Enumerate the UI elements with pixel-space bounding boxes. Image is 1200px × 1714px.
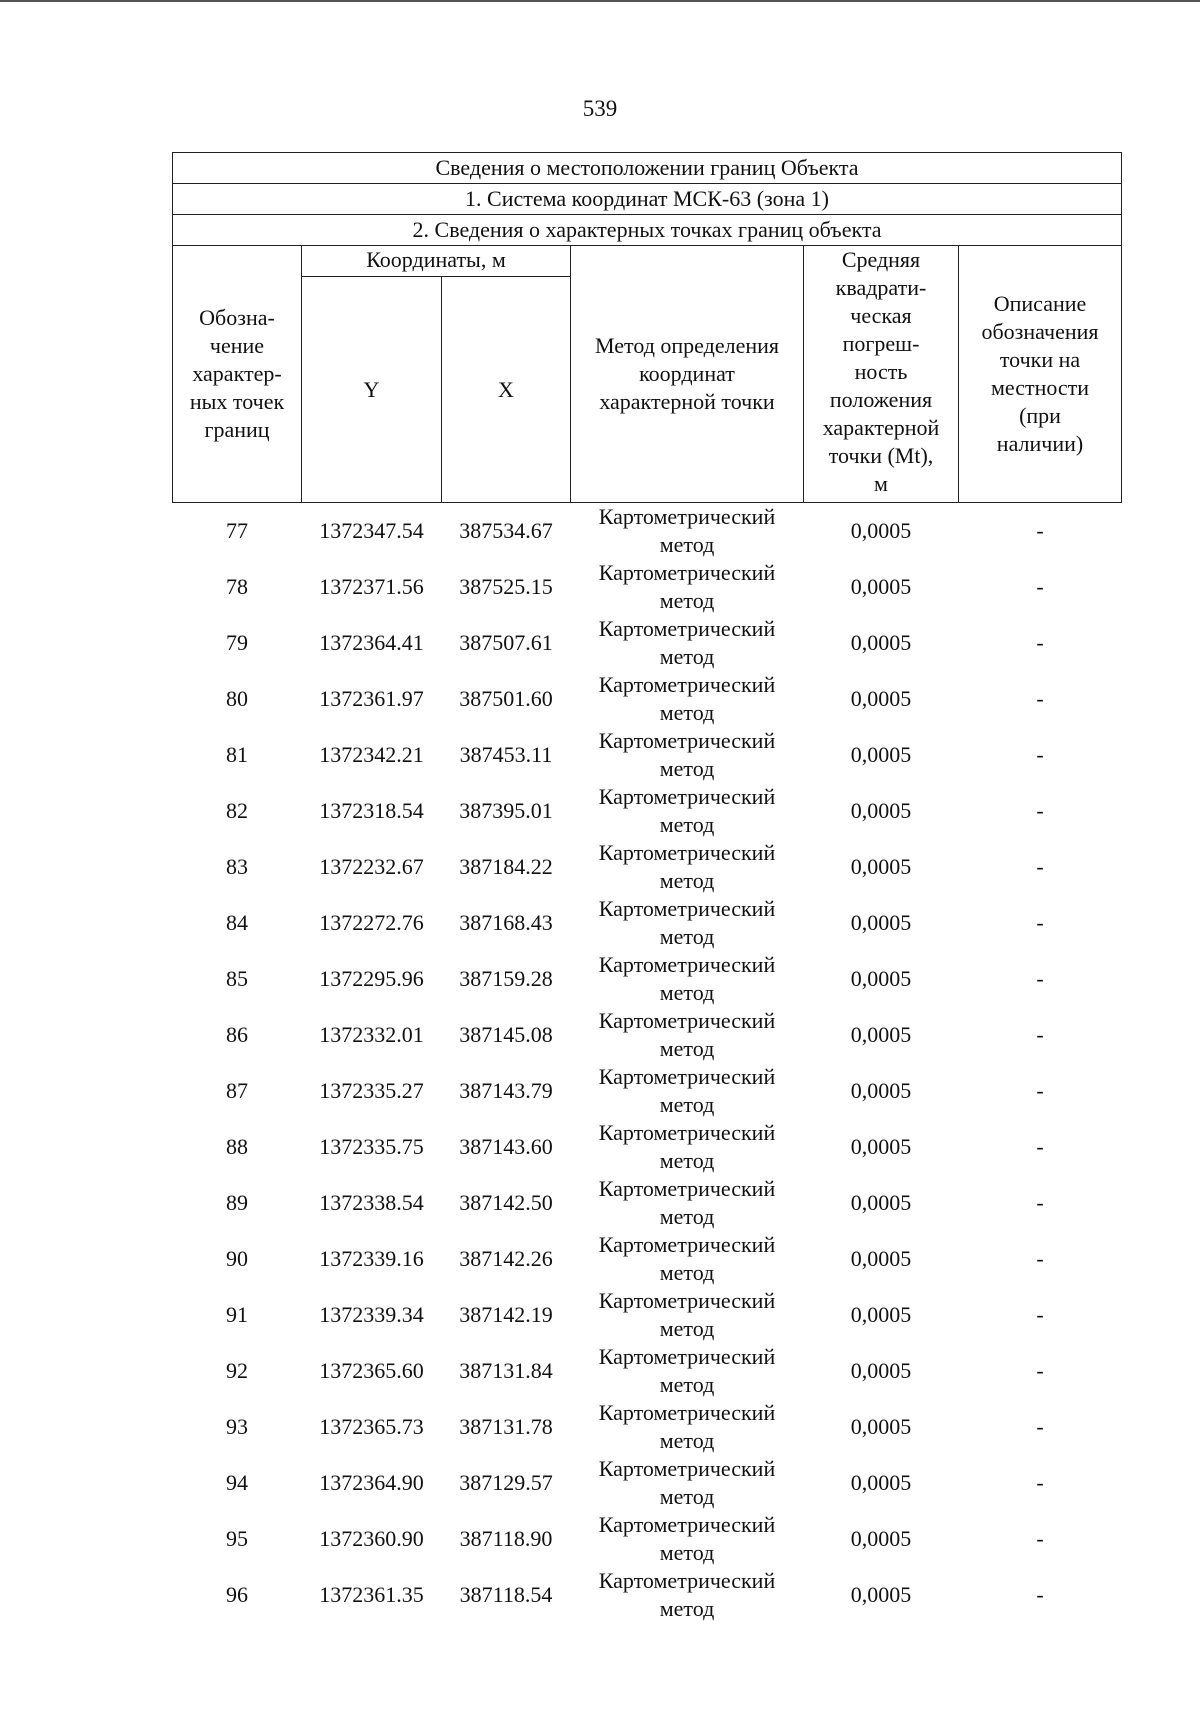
point-number: 86 [226, 1022, 248, 1047]
point-number: 95 [226, 1526, 248, 1551]
coord-y: 1372364.90 [319, 1470, 424, 1495]
table-row [173, 1119, 1122, 1175]
description: - [1036, 1022, 1044, 1047]
table-row [173, 671, 1122, 727]
point-number: 80 [226, 686, 248, 711]
description: - [1036, 1078, 1044, 1103]
coord-y: 1372335.27 [319, 1078, 424, 1103]
point-number: 82 [226, 798, 248, 823]
table-row [173, 951, 1122, 1007]
method-line-2: метод [659, 1540, 715, 1565]
coord-y: 1372364.41 [319, 630, 424, 655]
coord-y: 1372360.90 [319, 1526, 424, 1551]
coord-x: 387142.50 [459, 1190, 553, 1215]
point-number: 77 [226, 518, 248, 543]
scan-edge-line [0, 0, 1200, 2]
method-line-1: Картометрический [598, 1064, 776, 1089]
method-line-2: метод [659, 1596, 715, 1621]
table-row [173, 1175, 1122, 1231]
table-title: Сведения о местоположении границ Объекта [173, 153, 1122, 184]
method-line-1: Картометрический [598, 1008, 776, 1033]
method-line-2: метод [659, 644, 715, 669]
method-line-2: метод [659, 588, 715, 613]
mean-square-error: 0,0005 [850, 574, 912, 599]
method [571, 1287, 804, 1343]
coord-y: 1372318.54 [319, 798, 424, 823]
method-line-1: Картометрический [598, 1232, 776, 1257]
coord-y: 1372339.34 [319, 1302, 424, 1327]
description: - [1036, 910, 1044, 935]
table-row [173, 615, 1122, 671]
table-row [173, 1007, 1122, 1063]
point-number: 83 [226, 854, 248, 879]
table-row [173, 559, 1122, 615]
table-row [173, 1287, 1122, 1343]
description: - [1036, 574, 1044, 599]
coord-y: 1372361.35 [319, 1582, 424, 1607]
table-row [173, 503, 1122, 560]
method [571, 951, 804, 1007]
coord-y: 1372338.54 [319, 1190, 424, 1215]
method [571, 671, 804, 727]
method-line-2: метод [659, 1148, 715, 1173]
header-method: Метод определения координат характерной точки [571, 246, 804, 503]
method [571, 1119, 804, 1175]
coord-y: 1372365.60 [319, 1358, 424, 1383]
point-number: 85 [226, 966, 248, 991]
description: - [1036, 1582, 1044, 1607]
description: - [1036, 966, 1044, 991]
header-point-designation: Обозна- чение характер- ных точек границ [173, 246, 302, 503]
coord-x: 387525.15 [459, 574, 553, 599]
method [571, 1567, 804, 1623]
method-line-2: метод [659, 1260, 715, 1285]
coord-x: 387159.28 [459, 966, 553, 991]
coord-x: 387131.78 [459, 1414, 553, 1439]
method [571, 1511, 804, 1567]
method-line-1: Картометрический [598, 1568, 776, 1593]
point-number: 81 [226, 742, 248, 767]
coord-x: 387143.60 [459, 1134, 553, 1159]
method-line-1: Картометрический [598, 1176, 776, 1201]
coordinate-system-title: 1. Система координат МСК-63 (зона 1) [173, 184, 1122, 215]
header-coordinates: Координаты, м [302, 246, 571, 277]
coord-y: 1372342.21 [319, 742, 424, 767]
method-line-2: метод [659, 532, 715, 557]
method-line-2: метод [659, 980, 715, 1005]
table-row [173, 1511, 1122, 1567]
method-line-1: Картометрический [598, 504, 776, 529]
coord-x: 387143.79 [459, 1078, 553, 1103]
coord-x: 387131.84 [459, 1358, 553, 1383]
point-number: 88 [226, 1134, 248, 1159]
point-number: 90 [226, 1246, 248, 1271]
header-mean-square-error: Средняя квадрати- ческая погреш- ность положения характерной точки (Mt), м [804, 246, 959, 503]
table-row [173, 895, 1122, 951]
description: - [1036, 798, 1044, 823]
method [571, 1343, 804, 1399]
method-line-1: Картометрический [598, 728, 776, 753]
method [571, 783, 804, 839]
table-row [173, 839, 1122, 895]
method-line-2: метод [659, 1484, 715, 1509]
mean-square-error: 0,0005 [850, 1190, 912, 1215]
mean-square-error: 0,0005 [850, 1358, 912, 1383]
coord-x: 387395.01 [459, 798, 553, 823]
description: - [1036, 686, 1044, 711]
coord-x: 387453.11 [459, 742, 553, 767]
method [571, 503, 804, 560]
table-row [173, 1343, 1122, 1399]
description: - [1036, 518, 1044, 543]
points-section-title: 2. Сведения о характерных точках границ объекта [173, 215, 1122, 246]
method-line-1: Картометрический [598, 1456, 776, 1481]
description: - [1036, 1470, 1044, 1495]
point-number: 87 [226, 1078, 248, 1103]
coord-x: 387145.08 [459, 1022, 553, 1047]
method-line-2: метод [659, 1372, 715, 1397]
description: - [1036, 1414, 1044, 1439]
method-line-1: Картометрический [598, 840, 776, 865]
mean-square-error: 0,0005 [850, 1414, 912, 1439]
table-row [173, 1231, 1122, 1287]
coord-y: 1372371.56 [319, 574, 424, 599]
boundary-points-table [172, 152, 1122, 1623]
description: - [1036, 1246, 1044, 1271]
mean-square-error: 0,0005 [850, 1022, 912, 1047]
method-line-1: Картометрический [598, 616, 776, 641]
method-line-2: метод [659, 868, 715, 893]
mean-square-error: 0,0005 [850, 686, 912, 711]
point-number: 92 [226, 1358, 248, 1383]
coord-x: 387142.26 [459, 1246, 553, 1271]
method [571, 615, 804, 671]
description: - [1036, 1134, 1044, 1159]
method-line-2: метод [659, 924, 715, 949]
method-line-2: метод [659, 812, 715, 837]
table-body [173, 503, 1122, 1624]
method-line-1: Картометрический [598, 560, 776, 585]
method [571, 1063, 804, 1119]
method-line-1: Картометрический [598, 1288, 776, 1313]
method-line-2: метод [659, 1428, 715, 1453]
method [571, 727, 804, 783]
mean-square-error: 0,0005 [850, 1582, 912, 1607]
method [571, 839, 804, 895]
method-line-1: Картометрический [598, 1120, 776, 1145]
method-line-1: Картометрический [598, 896, 776, 921]
mean-square-error: 0,0005 [850, 854, 912, 879]
coord-x: 387129.57 [459, 1470, 553, 1495]
method [571, 895, 804, 951]
coord-x: 387184.22 [459, 854, 553, 879]
point-number: 96 [226, 1582, 248, 1607]
coord-y: 1372332.01 [319, 1022, 424, 1047]
point-number: 84 [226, 910, 248, 935]
point-number: 78 [226, 574, 248, 599]
mean-square-error: 0,0005 [850, 910, 912, 935]
coord-y: 1372361.97 [319, 686, 424, 711]
method-line-1: Картометрический [598, 952, 776, 977]
coord-y: 1372339.16 [319, 1246, 424, 1271]
coord-x: 387534.67 [459, 518, 553, 543]
method-line-1: Картометрический [598, 672, 776, 697]
mean-square-error: 0,0005 [850, 1526, 912, 1551]
mean-square-error: 0,0005 [850, 1246, 912, 1271]
mean-square-error: 0,0005 [850, 742, 912, 767]
method [571, 1231, 804, 1287]
coord-y: 1372232.67 [319, 854, 424, 879]
method-line-1: Картометрический [598, 1512, 776, 1537]
coord-x: 387501.60 [459, 686, 553, 711]
coord-x: 387118.90 [459, 1526, 553, 1551]
mean-square-error: 0,0005 [850, 1078, 912, 1103]
table-row [173, 1063, 1122, 1119]
method-line-2: метод [659, 756, 715, 781]
method-line-2: метод [659, 1204, 715, 1229]
mean-square-error: 0,0005 [850, 966, 912, 991]
description: - [1036, 742, 1044, 767]
description: - [1036, 1302, 1044, 1327]
header-description: Описание обозначения точки на местности (при наличии) [959, 246, 1122, 503]
method [571, 559, 804, 615]
page-number: 539 [582, 96, 618, 121]
description: - [1036, 630, 1044, 655]
method-line-2: метод [659, 1092, 715, 1117]
description: - [1036, 1526, 1044, 1551]
coord-y: 1372295.96 [319, 966, 424, 991]
method-line-2: метод [659, 700, 715, 725]
table-row [173, 727, 1122, 783]
mean-square-error: 0,0005 [850, 1302, 912, 1327]
method-line-2: метод [659, 1036, 715, 1061]
mean-square-error: 0,0005 [850, 630, 912, 655]
point-number: 94 [226, 1470, 248, 1495]
coord-x: 387118.54 [459, 1582, 553, 1607]
coord-y: 1372347.54 [319, 518, 424, 543]
point-number: 93 [226, 1414, 248, 1439]
mean-square-error: 0,0005 [850, 518, 912, 543]
header-y: Y [302, 277, 442, 503]
coord-y: 1372335.75 [319, 1134, 424, 1159]
method [571, 1175, 804, 1231]
mean-square-error: 0,0005 [850, 1134, 912, 1159]
method-line-2: метод [659, 1316, 715, 1341]
method-line-1: Картометрический [598, 1400, 776, 1425]
method-line-1: Картометрический [598, 1344, 776, 1369]
table-row [173, 1455, 1122, 1511]
coord-y: 1372272.76 [319, 910, 424, 935]
coord-x: 387168.43 [459, 910, 553, 935]
method-line-1: Картометрический [598, 784, 776, 809]
coord-x: 387142.19 [459, 1302, 553, 1327]
point-number: 91 [226, 1302, 248, 1327]
header-x: X [442, 277, 571, 503]
method [571, 1455, 804, 1511]
mean-square-error: 0,0005 [850, 1470, 912, 1495]
point-number: 89 [226, 1190, 248, 1215]
description: - [1036, 1358, 1044, 1383]
coord-x: 387507.61 [459, 630, 553, 655]
mean-square-error: 0,0005 [850, 798, 912, 823]
method [571, 1007, 804, 1063]
table-row [173, 783, 1122, 839]
table-row [173, 1399, 1122, 1455]
point-number: 79 [226, 630, 248, 655]
description: - [1036, 854, 1044, 879]
coord-y: 1372365.73 [319, 1414, 424, 1439]
table-row [173, 1567, 1122, 1623]
description: - [1036, 1190, 1044, 1215]
method [571, 1399, 804, 1455]
